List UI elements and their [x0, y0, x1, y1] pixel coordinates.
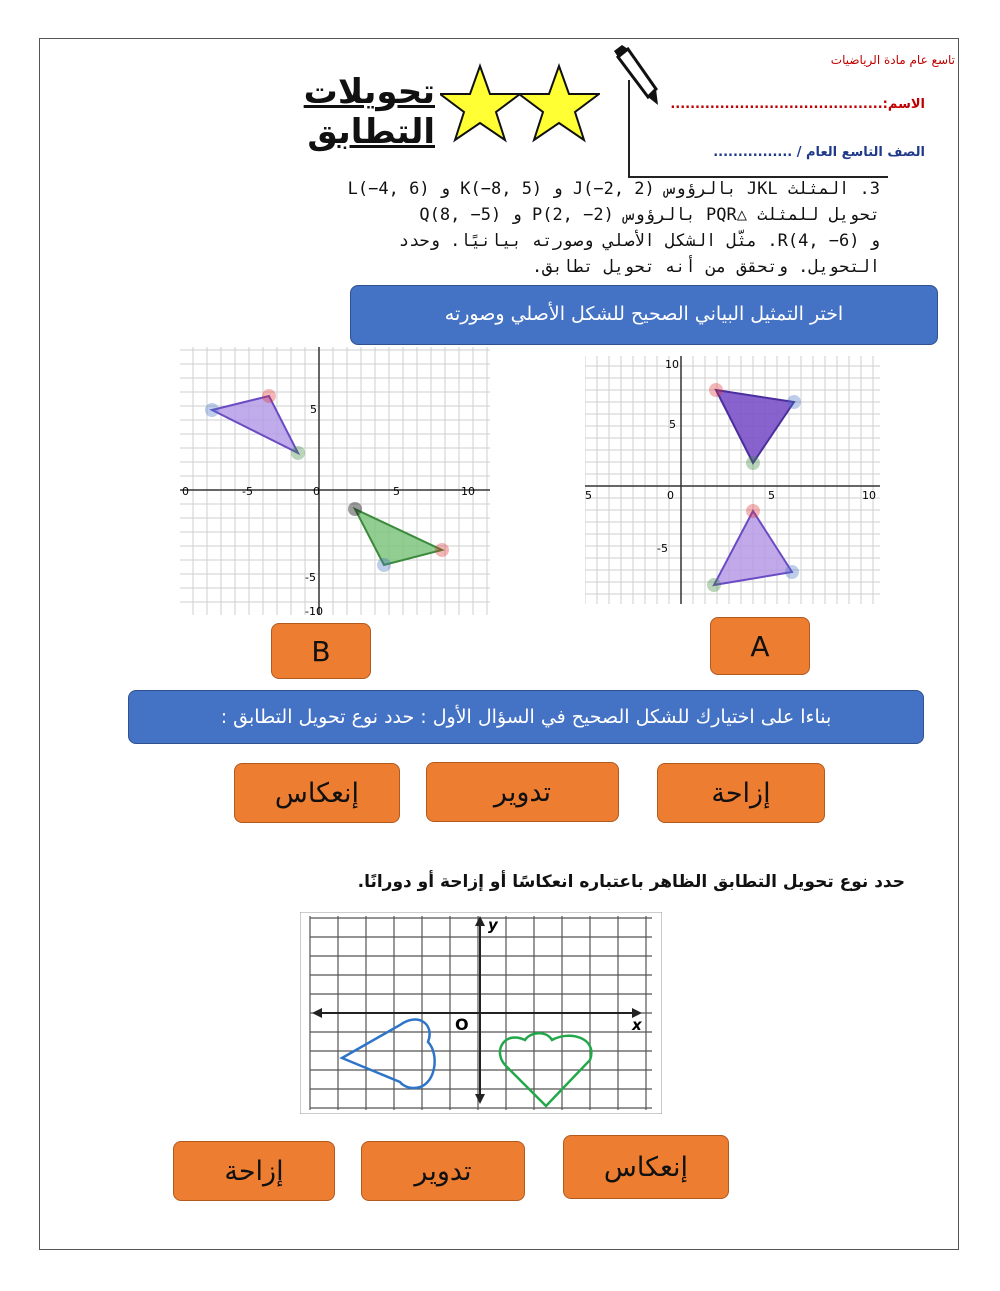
- student-info-box: [628, 80, 930, 176]
- choice-b-button[interactable]: B: [271, 623, 371, 679]
- tick-label: 10: [665, 358, 679, 371]
- star-icon: [440, 66, 520, 140]
- option-translation-button[interactable]: إزاحة: [657, 763, 825, 823]
- vertex-point: [291, 446, 305, 460]
- tick-label: -5: [305, 571, 316, 584]
- tick-label: 5: [768, 489, 775, 502]
- choice-a-button[interactable]: A: [710, 617, 810, 675]
- question-4-text: حدد نوع تحويل التطابق الظاهر باعتباره انعكاسًا أو إزاحة أو دورانًا.: [357, 872, 905, 892]
- triangle-jkl: [212, 396, 298, 453]
- stars-decoration: [440, 62, 600, 146]
- instruction-banner-1: اختر التمثيل البياني الصحيح للشكل الأصلي وصورته: [350, 285, 938, 345]
- vertex-point: [435, 543, 449, 557]
- question-3-line: تحويل للمثلث △PQR بالرؤوس P(2, −2) و Q(8, −5): [419, 205, 880, 225]
- option2-rotation-button[interactable]: تدوير: [361, 1141, 525, 1201]
- tick-label: 0: [182, 485, 189, 498]
- vertex-point: [205, 403, 219, 417]
- option-reflection-button[interactable]: إنعكاس: [234, 763, 400, 823]
- page-title: تحويلات التطابق: [303, 72, 435, 152]
- student-name-field: الاسم:...........................................: [670, 97, 925, 112]
- x-axis-label: x: [632, 1016, 642, 1034]
- question-3-line: و R(4, −6). مثّل الشكل الأصلي وصورته بيانيًا. وحدد: [398, 231, 880, 251]
- vertex-point: [262, 389, 276, 403]
- tick-label: 0: [667, 489, 674, 502]
- tick-label: 10: [862, 489, 876, 502]
- option2-reflection-button[interactable]: إنعكاس: [563, 1135, 729, 1199]
- tick-label: -10: [305, 605, 323, 615]
- triangle-pqr: [355, 509, 442, 565]
- vertex-point: [785, 565, 799, 579]
- origin-label: O: [455, 1015, 469, 1034]
- tick-label: 5: [310, 403, 317, 416]
- tick-label: -5: [657, 542, 668, 555]
- tick-label: 5: [585, 489, 592, 502]
- star-icon: [519, 66, 599, 140]
- graph-b: [180, 347, 490, 615]
- option-rotation-button[interactable]: تدوير: [426, 762, 619, 822]
- option2-translation-button[interactable]: إزاحة: [173, 1141, 335, 1201]
- tick-label: 5: [393, 485, 400, 498]
- tick-label: 10: [461, 485, 475, 498]
- pencil-icon: [612, 45, 662, 107]
- subject-label: تاسع عام مادة الرياضيات: [830, 53, 955, 67]
- spacer: [928, 80, 930, 178]
- vertex-point: [377, 558, 391, 572]
- question-3-line: التحويل. وتحقق من أنه تحويل تطابق.: [532, 257, 880, 277]
- student-class-field: الصف التاسع العام / ................: [713, 145, 925, 160]
- vertex-point: [348, 502, 362, 516]
- tick-label: 5: [669, 418, 676, 431]
- vertex-point: [709, 383, 723, 397]
- vertex-point: [707, 578, 721, 592]
- y-axis-label: y: [488, 916, 498, 934]
- question-3-line: 3. المثلث JKL بالرؤوس J(−2, 2) و K(−8, 5) و L(−4, 6): [347, 179, 880, 199]
- graph-a: [585, 356, 880, 604]
- question-3-text: [108, 176, 880, 280]
- vertex-point: [787, 395, 801, 409]
- graph-b-grid: [180, 347, 490, 615]
- tick-label: 0: [313, 485, 320, 498]
- vertex-point: [746, 456, 760, 470]
- tick-label: -5: [242, 485, 253, 498]
- heart-graph: [300, 912, 662, 1114]
- vertex-point: [746, 504, 760, 518]
- instruction-banner-2: بناءا على اختيارك للشكل الصحيح في السؤال الأول : حدد نوع تحويل التطابق :: [128, 690, 924, 744]
